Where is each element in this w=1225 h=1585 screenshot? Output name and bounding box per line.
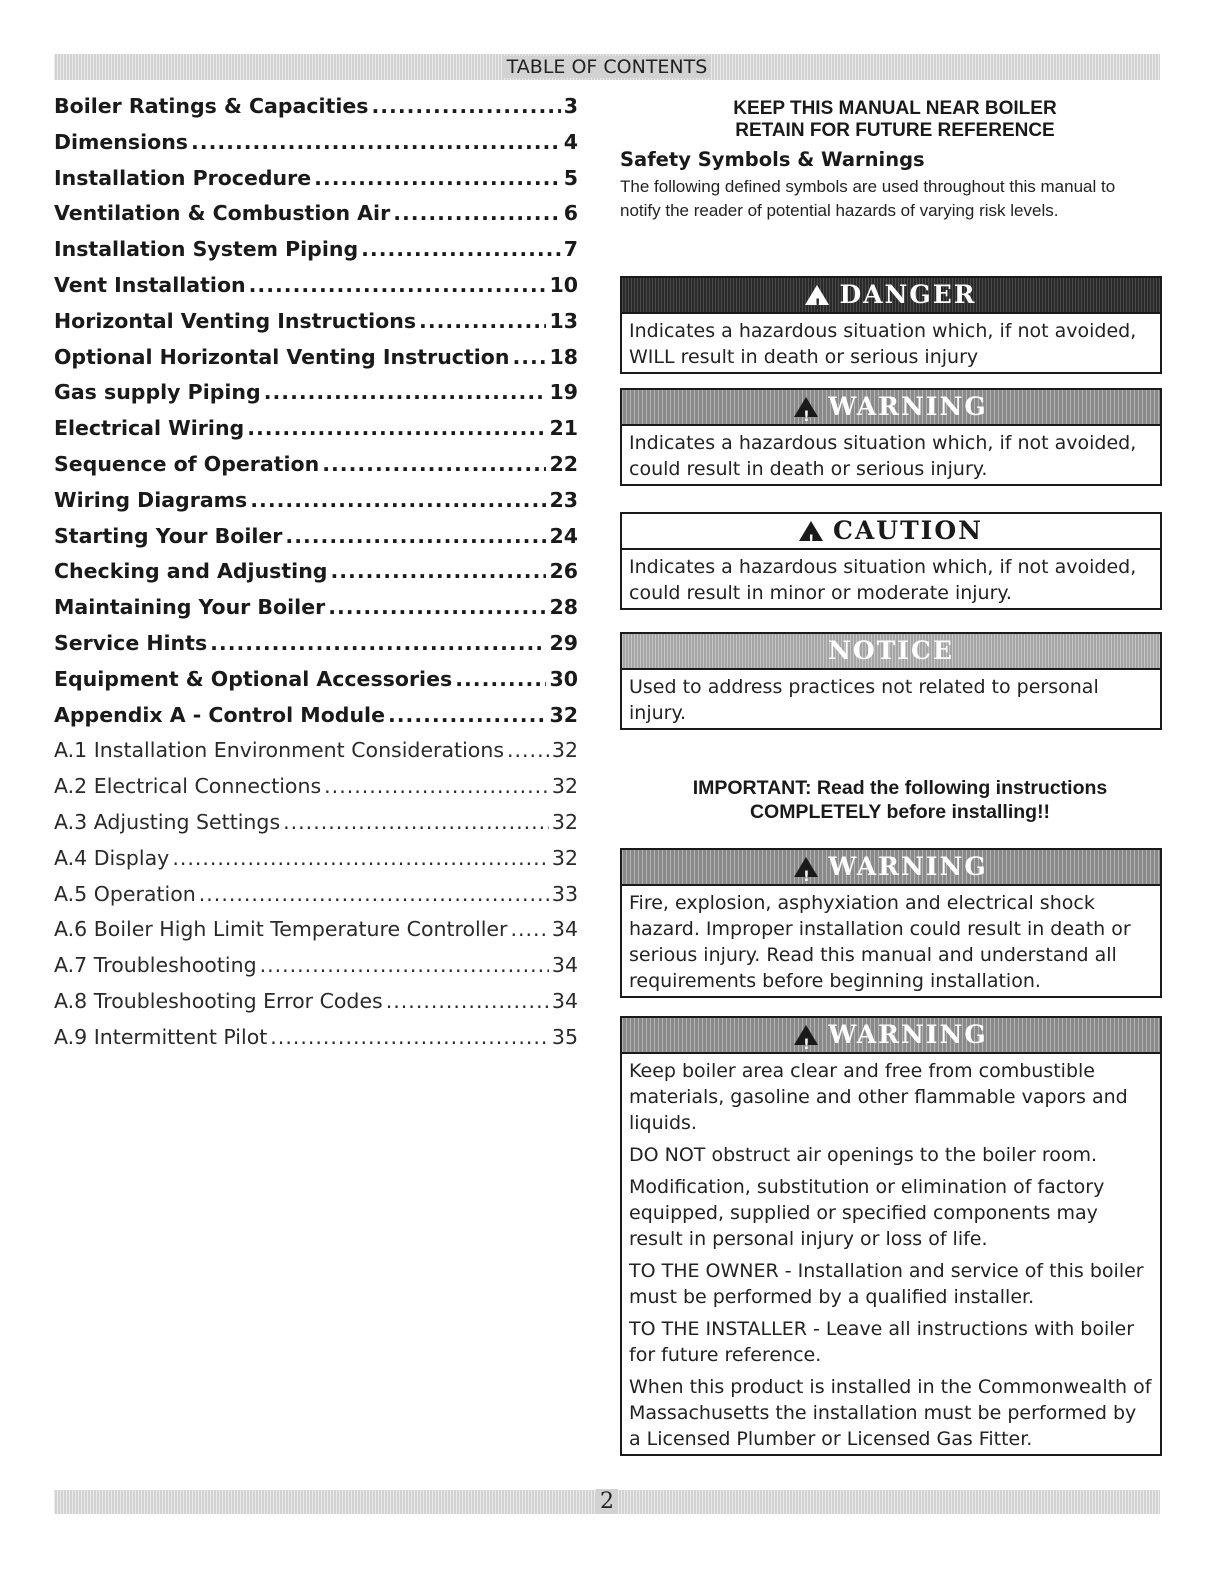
- caution-label: CAUTION: [832, 516, 984, 545]
- toc-entry-page: 24: [549, 523, 578, 548]
- warning-triangle-icon: [794, 857, 818, 877]
- toc-entry-title: A.7 Troubleshooting: [54, 953, 257, 978]
- toc-entry-title: Appendix A - Control Module: [54, 702, 385, 727]
- toc-dot-leader: [249, 273, 547, 297]
- toc-entry-title: A.4 Display: [54, 845, 170, 870]
- toc-entry: [54, 94, 578, 130]
- toc-dot-leader: [322, 452, 546, 476]
- toc-entry: [54, 595, 578, 631]
- toc-entry-title: Boiler Ratings & Capacities: [54, 94, 369, 118]
- warning-box-3: [620, 1016, 1162, 1456]
- toc-dot-leader: [386, 989, 549, 1013]
- toc-entry: [54, 452, 578, 488]
- toc-entry-title: Wiring Diagrams: [54, 487, 248, 512]
- toc-entry: [54, 380, 578, 416]
- toc-entry-page: 23: [549, 487, 578, 512]
- toc-dot-leader: [361, 237, 561, 261]
- page-number: 2: [596, 1489, 618, 1514]
- toc-entry: [54, 989, 578, 1025]
- toc-entry-page: 34: [551, 953, 578, 978]
- toc-entry-page: 10: [549, 272, 578, 297]
- toc-entry-title: Checking and Adjusting: [54, 559, 328, 584]
- important-line-1: IMPORTANT: Read the following instructions: [692, 777, 1108, 799]
- warning-paragraph: DO NOT obstruct air openings to the boiler room.: [629, 1144, 1098, 1166]
- toc-entry-page: 4: [563, 129, 578, 154]
- toc-entry-title: Starting Your Boiler: [54, 523, 283, 548]
- toc-dot-leader: [314, 166, 561, 190]
- toc-entry: [54, 631, 578, 667]
- toc-entry-title: Service Hints: [54, 630, 208, 655]
- toc-entry-page: 33: [551, 881, 578, 906]
- danger-label: DANGER: [839, 280, 977, 309]
- toc-entry-title: A.5 Operation: [54, 881, 196, 906]
- danger-text: Indicates a hazardous situation which, if not avoided, WILL result in death or serious injury: [629, 320, 1137, 368]
- toc-entry-title: Horizontal Venting Instructions: [54, 308, 417, 333]
- toc-entry: [54, 917, 578, 953]
- keep-line-2: RETAIN FOR FUTURE REFERENCE: [735, 120, 1055, 141]
- toc-entry-page: 26: [549, 559, 578, 584]
- safety-body: The following defined symbols are used throughout this manual to notify the reader of potential hazards of varying risk levels.: [620, 177, 1116, 220]
- toc-entry: [54, 846, 578, 882]
- caution-box: [620, 512, 1162, 610]
- toc-entry-title: Installation Procedure: [54, 165, 312, 190]
- toc-entry: [54, 201, 578, 237]
- toc-entry-title: Installation System Piping: [54, 237, 359, 262]
- notice-header: [622, 634, 1160, 670]
- warning-text-2: Fire, explosion, asphyxiation and electrical shock hazard. Improper installation could result in death or serious injury. Read this manual and understand all requirements before beginning installation.: [629, 892, 1131, 992]
- toc-dot-leader: [247, 416, 546, 440]
- toc-entry-title: Sequence of Operation: [54, 451, 320, 476]
- toc-dot-leader: [393, 201, 561, 225]
- toc-dot-leader: [510, 917, 548, 941]
- toc-entry-page: 22: [549, 451, 578, 476]
- toc-entry: [54, 1025, 578, 1061]
- notice-box: [620, 632, 1162, 730]
- caution-text: Indicates a hazardous situation which, if not avoided, could result in minor or moderate injury.: [629, 556, 1137, 604]
- toc-entry-page: 21: [549, 416, 578, 441]
- toc-entry-page: 32: [549, 702, 578, 727]
- toc-dot-leader: [324, 774, 549, 798]
- toc-entry: [54, 416, 578, 452]
- warning-paragraph: Modification, substitution or elimination of factory equipped, supplied or specified components may result in personal injury or loss of life.: [629, 1176, 1105, 1250]
- danger-header: [622, 278, 1160, 314]
- toc-entry-page: 32: [551, 809, 578, 834]
- toc-entry-title: Electrical Wiring: [54, 416, 245, 441]
- danger-box: [620, 276, 1162, 374]
- warning-paragraph: When this product is installed in the Commonwealth of Massachusetts the installation must be performed by a Licensed Plumber or Licensed Gas Fitter.: [629, 1376, 1152, 1450]
- toc-dot-leader: [330, 559, 546, 583]
- toc-entry: [54, 130, 578, 166]
- table-of-contents: [54, 94, 578, 1061]
- warning-box-2: [620, 848, 1162, 998]
- toc-entry-page: 5: [563, 165, 578, 190]
- toc-entry-title: A.3 Adjusting Settings: [54, 809, 281, 834]
- warning-text-1: Indicates a hazardous situation which, if not avoided, could result in death or serious injury.: [629, 432, 1137, 480]
- toc-entry-title: Dimensions: [54, 129, 189, 154]
- toc-entry-title: A.2 Electrical Connections: [54, 774, 322, 799]
- important-notice: [640, 776, 1160, 824]
- toc-entry-title: Equipment & Optional Accessories: [54, 666, 453, 691]
- toc-dot-leader: [371, 94, 560, 118]
- toc-entry: [54, 488, 578, 524]
- toc-entry: [54, 559, 578, 595]
- warning-header-1: [622, 390, 1160, 426]
- toc-entry-title: Optional Horizontal Venting Instruction: [54, 344, 510, 369]
- toc-dot-leader: [285, 524, 546, 548]
- toc-entry-page: 32: [551, 738, 578, 763]
- toc-entry: [54, 237, 578, 273]
- toc-entry: [54, 774, 578, 810]
- toc-entry-page: 7: [563, 237, 578, 262]
- toc-entry-page: 29: [549, 630, 578, 655]
- toc-dot-leader: [210, 631, 546, 655]
- notice-label: NOTICE: [828, 636, 954, 665]
- warning-paragraph: Keep boiler area clear and free from combustible materials, gasoline and other flammable vapors and liquids.: [629, 1060, 1128, 1134]
- toc-entry: [54, 667, 578, 703]
- toc-dot-leader: [512, 345, 546, 369]
- toc-entry: [54, 273, 578, 309]
- toc-dot-leader: [328, 595, 546, 619]
- toc-entry-page: 28: [549, 595, 578, 620]
- warning-label-1: WARNING: [828, 392, 988, 421]
- toc-entry: [54, 810, 578, 846]
- warning-box-1: [620, 388, 1162, 486]
- toc-entry-page: 34: [551, 917, 578, 942]
- warning-triangle-icon: [794, 397, 818, 417]
- footer-band: [54, 1490, 1160, 1514]
- notice-text: Used to address practices not related to personal injury.: [629, 676, 1099, 724]
- caution-header: [622, 514, 1160, 550]
- toc-entry-title: A.6 Boiler High Limit Temperature Controller: [54, 917, 508, 942]
- toc-dot-leader: [507, 738, 549, 762]
- toc-dot-leader: [199, 882, 549, 906]
- toc-entry-title: A.9 Intermittent Pilot: [54, 1024, 268, 1049]
- toc-entry-title: A.8 Troubleshooting Error Codes: [54, 988, 383, 1013]
- toc-dot-leader: [264, 380, 547, 404]
- important-line-2: COMPLETELY before installing!!: [749, 801, 1051, 823]
- toc-entry: [54, 738, 578, 774]
- toc-entry-page: 30: [549, 666, 578, 691]
- toc-dot-leader: [250, 488, 546, 512]
- toc-entry: [54, 345, 578, 381]
- toc-entry-page: 3: [563, 94, 578, 118]
- danger-triangle-icon: [805, 285, 829, 305]
- warning-label-3: WARNING: [828, 1020, 988, 1049]
- toc-dot-leader: [455, 667, 546, 691]
- keep-manual-notice: [630, 98, 1160, 142]
- toc-entry-page: 13: [549, 308, 578, 333]
- toc-entry-page: 18: [549, 344, 578, 369]
- toc-dot-leader: [419, 309, 546, 333]
- toc-dot-leader: [191, 130, 561, 154]
- toc-entry: [54, 953, 578, 989]
- toc-entry: [54, 309, 578, 345]
- toc-entry: [54, 703, 578, 739]
- safety-heading: Safety Symbols & Warnings: [620, 148, 925, 171]
- toc-dot-leader: [270, 1025, 549, 1049]
- warning-label-2: WARNING: [828, 852, 988, 881]
- toc-header-band: [54, 54, 1160, 80]
- toc-entry-title: Gas supply Piping: [54, 380, 261, 405]
- toc-entry-page: 6: [563, 201, 578, 226]
- toc-header-title: TABLE OF CONTENTS: [503, 56, 712, 78]
- toc-entry-title: Maintaining Your Boiler: [54, 595, 326, 620]
- warning-paragraph: TO THE OWNER - Installation and service of this boiler must be performed by a qualified installer.: [629, 1260, 1144, 1308]
- toc-entry-page: 32: [551, 845, 578, 870]
- toc-entry-page: 32: [551, 774, 578, 799]
- toc-entry-title: Ventilation & Combustion Air: [54, 201, 391, 226]
- warning-text-3: [622, 1054, 1160, 1454]
- warning-paragraph: TO THE INSTALLER - Leave all instructions with boiler for future reference.: [629, 1318, 1135, 1366]
- warning-triangle-icon: [794, 1025, 818, 1045]
- toc-entry-title: A.1 Installation Environment Considerations: [54, 738, 504, 763]
- warning-header-2: [622, 850, 1160, 886]
- toc-entry-page: 19: [549, 380, 578, 405]
- right-column-intro: [620, 98, 1160, 223]
- toc-entry-page: 35: [551, 1024, 578, 1049]
- toc-dot-leader: [260, 953, 549, 977]
- toc-dot-leader: [172, 846, 549, 870]
- keep-line-1: KEEP THIS MANUAL NEAR BOILER: [733, 98, 1057, 119]
- toc-entry-title: Vent Installation: [54, 272, 246, 297]
- toc-entry: [54, 882, 578, 918]
- toc-entry: [54, 524, 578, 560]
- caution-triangle-icon: [799, 521, 823, 541]
- toc-entry: [54, 166, 578, 202]
- toc-dot-leader: [283, 810, 549, 834]
- toc-entry-page: 34: [551, 988, 578, 1013]
- toc-dot-leader: [388, 703, 546, 727]
- warning-header-3: [622, 1018, 1160, 1054]
